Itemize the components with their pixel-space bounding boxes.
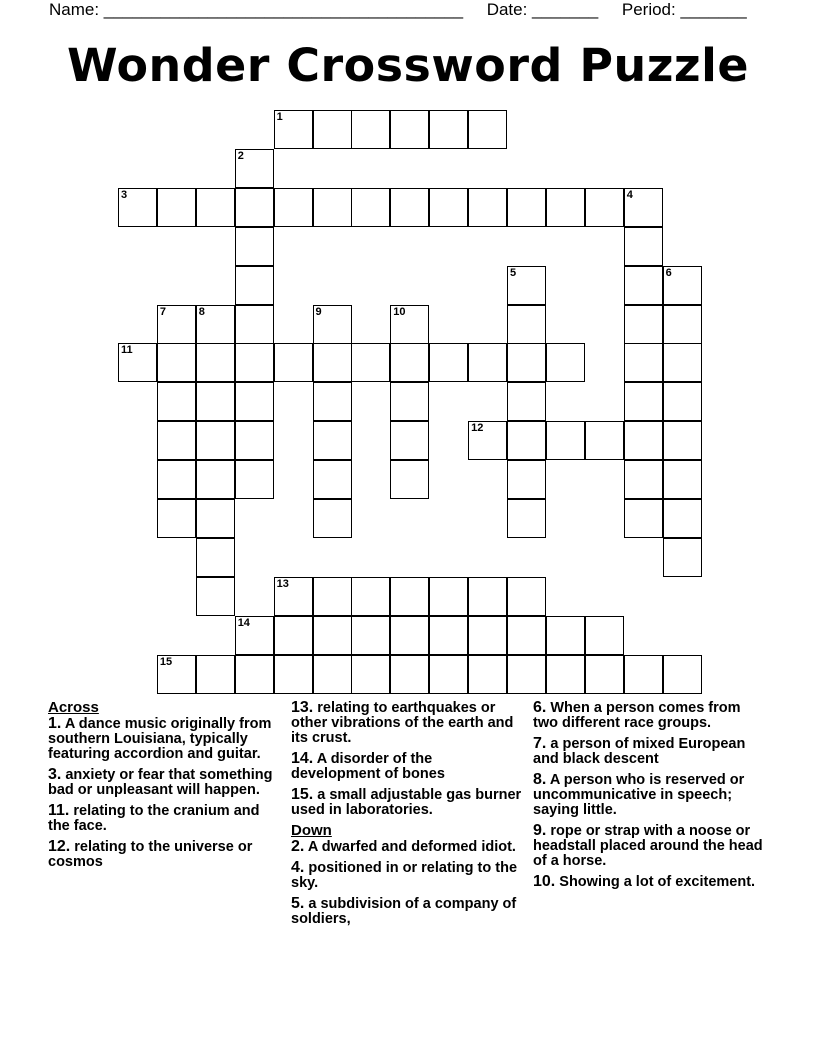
grid-cell[interactable]: [507, 577, 546, 616]
clue-column-1: [48, 700, 280, 875]
grid-cell[interactable]: [663, 305, 702, 344]
grid-cell[interactable]: [235, 266, 274, 305]
clue-number-label: 4: [626, 188, 633, 201]
grid-cell[interactable]: [235, 655, 274, 694]
clue-text: relating to the cranium and the face.: [48, 803, 260, 834]
grid-cell[interactable]: [313, 499, 352, 538]
clue-text: a person of mixed European and black descent: [533, 736, 746, 767]
grid-cell[interactable]: [390, 616, 429, 655]
clue-number: 1.: [48, 715, 62, 732]
grid-cell[interactable]: [235, 421, 274, 460]
grid-cell[interactable]: [351, 616, 390, 655]
clue-number: 2.: [291, 838, 305, 855]
grid-cell[interactable]: [118, 343, 157, 382]
clue-item: [48, 716, 280, 762]
grid-cell[interactable]: [351, 655, 390, 694]
clue-item: [533, 874, 765, 890]
grid-cell[interactable]: [313, 188, 352, 227]
clue-item: [533, 700, 765, 731]
grid-cell[interactable]: [390, 655, 429, 694]
grid-cell[interactable]: [585, 421, 624, 460]
clue-item: [291, 896, 523, 927]
grid-cell[interactable]: [624, 655, 663, 694]
grid-cell[interactable]: [157, 421, 196, 460]
grid-cell[interactable]: [624, 382, 663, 421]
clue-text: Showing a lot of excitement.: [555, 874, 756, 890]
clue-number: 9.: [533, 822, 547, 839]
grid-cell[interactable]: [468, 616, 507, 655]
grid-cell[interactable]: [313, 343, 352, 382]
clue-number: 5.: [291, 895, 305, 912]
grid-cell[interactable]: [157, 655, 196, 694]
clue-number-label: 10: [393, 305, 406, 318]
grid-cell[interactable]: [351, 188, 390, 227]
grid-cell[interactable]: [624, 305, 663, 344]
grid-cell[interactable]: [313, 382, 352, 421]
clue-column-3: [533, 700, 765, 895]
clue-text: rope or strap with a noose or headstall placed around the head of a horse.: [533, 823, 763, 869]
grid-cell[interactable]: [157, 188, 196, 227]
clue-item: [533, 823, 765, 869]
clue-list: [48, 716, 280, 870]
grid-cell[interactable]: [429, 577, 468, 616]
grid-cell[interactable]: [624, 421, 663, 460]
clue-number: 7.: [533, 735, 547, 752]
grid-cell[interactable]: [196, 343, 235, 382]
clue-number: 13.: [291, 699, 314, 716]
grid-cell[interactable]: [118, 188, 157, 227]
grid-cell[interactable]: [274, 577, 313, 616]
grid-cell[interactable]: [196, 382, 235, 421]
clue-number-label: 9: [315, 305, 322, 318]
clue-text: A disorder of the development of bones: [291, 751, 445, 782]
clue-number-label: 3: [121, 188, 128, 201]
grid-cell[interactable]: [468, 343, 507, 382]
grid-cell[interactable]: [546, 343, 585, 382]
clue-text: relating to earthquakes or other vibrations of the earth and its crust.: [291, 700, 514, 746]
grid-cell[interactable]: [507, 499, 546, 538]
grid-cell[interactable]: [429, 616, 468, 655]
clue-number-label: 13: [276, 577, 289, 590]
grid-cell[interactable]: [507, 460, 546, 499]
clue-text: positioned in or relating to the sky.: [291, 860, 518, 891]
grid-cell[interactable]: [196, 188, 235, 227]
grid-cell[interactable]: [196, 655, 235, 694]
grid-cell[interactable]: [546, 655, 585, 694]
grid-cell[interactable]: [663, 538, 702, 577]
grid-cell[interactable]: [196, 421, 235, 460]
clue-number: 6.: [533, 699, 547, 716]
clue-number-label: 7: [159, 305, 167, 318]
grid-cell[interactable]: [663, 382, 702, 421]
grid-cell[interactable]: [390, 343, 429, 382]
clue-text: A dwarfed and deformed idiot.: [304, 839, 516, 855]
clue-number-label: 15: [159, 655, 173, 668]
grid-cell[interactable]: [313, 110, 352, 149]
clue-item: [291, 700, 523, 746]
grid-cell[interactable]: [313, 421, 352, 460]
grid-cell[interactable]: [624, 499, 663, 538]
grid-cell[interactable]: [157, 343, 196, 382]
grid-cell[interactable]: [313, 655, 352, 694]
clue-number-label: 11: [121, 344, 133, 357]
down-heading: Down: [291, 822, 332, 839]
clue-item: [291, 751, 523, 782]
clue-number-label: 8: [198, 305, 205, 318]
grid-cell[interactable]: [585, 655, 624, 694]
clue-number: 14.: [291, 750, 314, 767]
clue-number-label: 1: [276, 111, 283, 123]
grid-cell[interactable]: [235, 616, 274, 655]
grid-cell[interactable]: [196, 499, 235, 538]
grid-cell[interactable]: [546, 188, 585, 227]
grid-cell[interactable]: [585, 188, 624, 227]
clue-list: [291, 700, 523, 818]
grid-cell[interactable]: [157, 305, 196, 344]
grid-cell[interactable]: [313, 305, 352, 344]
grid-cell[interactable]: [507, 655, 546, 694]
grid-cell[interactable]: [468, 577, 507, 616]
clue-number: 11.: [48, 802, 70, 819]
grid-cell[interactable]: [313, 616, 352, 655]
clue-text: When a person comes from two different race groups.: [533, 700, 741, 731]
clue-item: [291, 787, 523, 818]
grid-cell[interactable]: [390, 460, 429, 499]
grid-cell[interactable]: [274, 616, 313, 655]
clue-number: 4.: [291, 859, 305, 876]
grid-cell[interactable]: [351, 577, 390, 616]
grid-cell[interactable]: [196, 460, 235, 499]
clue-text: a small adjustable gas burner used in laboratories.: [291, 787, 522, 818]
grid-cell[interactable]: [507, 188, 546, 227]
grid-cell[interactable]: [235, 188, 274, 227]
clue-number-label: 2: [237, 149, 244, 162]
period-field-label[interactable]: Period: _______: [621, 0, 747, 19]
grid-cell[interactable]: [507, 266, 546, 305]
grid-cell[interactable]: [624, 266, 663, 305]
clue-number-label: 12: [471, 422, 484, 435]
grid-cell[interactable]: [507, 305, 546, 344]
grid-cell[interactable]: [351, 343, 390, 382]
clue-item: [533, 772, 765, 818]
grid-cell[interactable]: [663, 460, 702, 499]
grid-cell[interactable]: [196, 538, 235, 577]
grid-cell[interactable]: [468, 421, 507, 460]
grid-cell[interactable]: [313, 460, 352, 499]
grid-cell[interactable]: [274, 110, 313, 149]
grid-cell[interactable]: [507, 421, 546, 460]
grid-cell[interactable]: [390, 421, 429, 460]
grid-cell[interactable]: [429, 655, 468, 694]
clue-item: [291, 839, 523, 855]
grid-cell[interactable]: [157, 499, 196, 538]
grid-cell[interactable]: [468, 110, 507, 149]
grid-cell[interactable]: [624, 188, 663, 227]
grid-cell[interactable]: [585, 616, 624, 655]
clue-item: [48, 767, 280, 798]
grid-cell[interactable]: [429, 188, 468, 227]
grid-cell[interactable]: [507, 616, 546, 655]
grid-cell[interactable]: [663, 655, 702, 694]
clue-column-2: [291, 700, 523, 932]
grid-cell[interactable]: [546, 421, 585, 460]
grid-cell[interactable]: [468, 655, 507, 694]
clue-number: 8.: [533, 771, 547, 788]
grid-cell[interactable]: [235, 227, 274, 266]
clue-item: [291, 860, 523, 891]
grid-cell[interactable]: [507, 382, 546, 421]
grid-cell[interactable]: [196, 577, 235, 616]
grid-cell[interactable]: [624, 343, 663, 382]
clue-item: [48, 839, 280, 870]
grid-cell[interactable]: [429, 110, 468, 149]
grid-cell[interactable]: [235, 149, 274, 188]
grid-cell[interactable]: [390, 110, 429, 149]
grid-cell[interactable]: [663, 421, 702, 460]
clue-text: A person who is reserved or uncommunicative in speech; saying little.: [533, 772, 745, 818]
clue-number-label: 6: [665, 266, 672, 279]
grid-cell[interactable]: [546, 616, 585, 655]
clue-number-label: 14: [237, 616, 250, 629]
grid-cell[interactable]: [351, 110, 390, 149]
grid-cell[interactable]: [429, 343, 468, 382]
clue-number: 10.: [533, 873, 556, 890]
name-field-label[interactable]: Name: ______________________________________: [49, 0, 464, 19]
grid-cell[interactable]: [663, 499, 702, 538]
clue-text: relating to the universe or cosmos: [48, 839, 253, 870]
clue-list: [291, 839, 523, 927]
grid-cell[interactable]: [390, 188, 429, 227]
clue-number: 3.: [48, 766, 62, 783]
clue-text: a subdivision of a company of soldiers,: [291, 896, 517, 927]
grid-cell[interactable]: [624, 460, 663, 499]
grid-cell[interactable]: [468, 188, 507, 227]
grid-cell[interactable]: [390, 305, 429, 344]
grid-cell[interactable]: [235, 382, 274, 421]
grid-cell[interactable]: [274, 343, 313, 382]
clue-number-label: 5: [510, 266, 517, 279]
across-heading: Across: [48, 699, 99, 716]
grid-cell[interactable]: [235, 343, 274, 382]
grid-cell[interactable]: [663, 343, 702, 382]
grid-cell[interactable]: [624, 227, 663, 266]
grid-cell[interactable]: [274, 188, 313, 227]
grid-cell[interactable]: [390, 577, 429, 616]
grid-cell[interactable]: [390, 382, 429, 421]
clue-text: A dance music originally from southern Louisiana, typically featuring accordion and guitar.: [48, 716, 272, 762]
grid-cell[interactable]: [313, 577, 352, 616]
grid-cell[interactable]: [507, 343, 546, 382]
clue-number: 12.: [48, 838, 71, 855]
grid-cell[interactable]: [157, 460, 196, 499]
clue-list: [533, 700, 765, 890]
grid-cell[interactable]: [157, 382, 196, 421]
page-title: Wonder Crossword Puzzle: [66, 39, 750, 92]
clue-item: [533, 736, 765, 767]
grid-cell[interactable]: [274, 655, 313, 694]
clue-number: 15.: [291, 786, 314, 803]
grid-cell[interactable]: [196, 305, 235, 344]
clue-item: [48, 803, 280, 834]
grid-cell[interactable]: [235, 460, 274, 499]
grid-cell[interactable]: [235, 305, 274, 344]
grid-cell[interactable]: [663, 266, 702, 305]
clue-text: anxiety or fear that something bad or unpleasant will happen.: [48, 767, 273, 798]
date-field-label[interactable]: Date: _______: [486, 0, 599, 19]
